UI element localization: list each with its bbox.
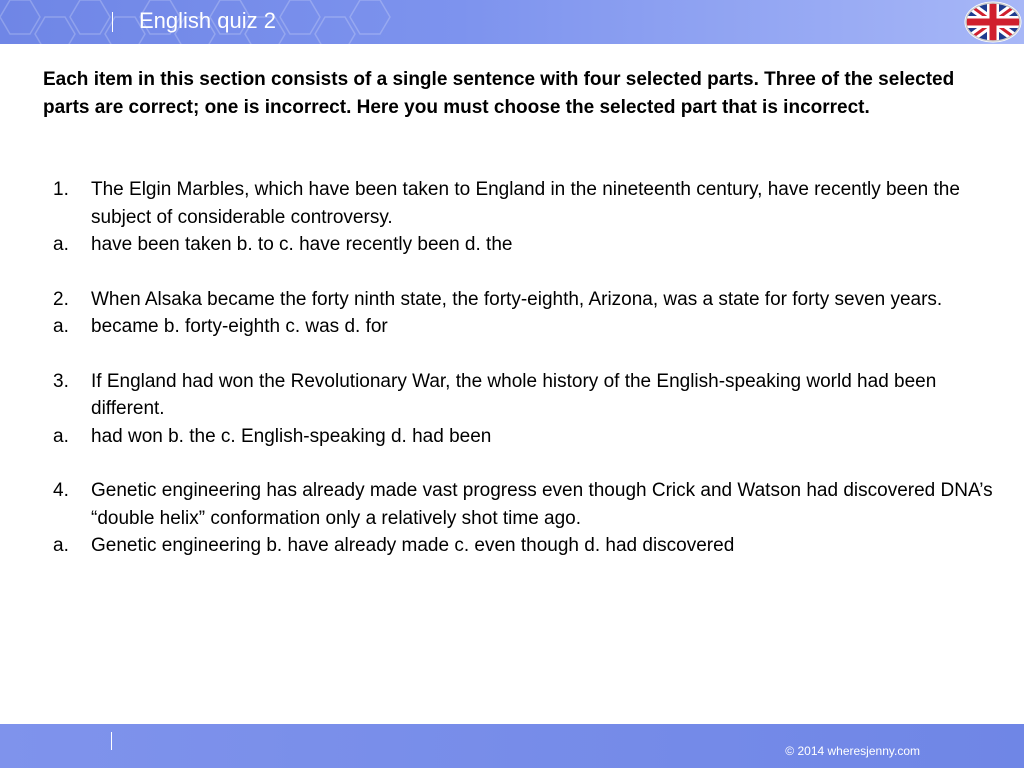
header-bar	[0, 0, 1024, 44]
question-text: If England had won the Revolutionary War, the whole history of the English-speaking world had been different.	[91, 370, 937, 419]
question-list	[44, 176, 1004, 587]
copyright-text: © 2014 wheresjenny.com	[785, 744, 920, 758]
question-stem	[44, 286, 1004, 314]
options-text: Genetic engineering b. have already made c. even though d. had discovered	[91, 535, 735, 556]
options-text: have been taken b. to c. have recently been d. the	[91, 234, 513, 255]
question-stem	[44, 176, 1004, 231]
question-number: 3.	[53, 370, 69, 392]
question-stem	[44, 368, 1004, 423]
options-label: a.	[53, 316, 69, 337]
question-3	[44, 368, 1004, 451]
question-number: 4.	[53, 480, 69, 501]
uk-flag-icon	[964, 1, 1022, 43]
question-text: Genetic engineering has already made vast progress even though Crick and Watson had discovered DNA’s “double helix” conformation only a relatively shot time ago.	[91, 480, 993, 529]
page-title: English quiz 2	[139, 8, 276, 33]
options-text: became b. forty-eighth c. was d. for	[91, 316, 388, 337]
question-number: 1.	[53, 179, 69, 200]
question-2	[44, 286, 1004, 341]
header-divider	[112, 12, 113, 32]
question-text: When Alsaka became the forty ninth state, the forty-eighth, Arizona, was a state for forty seven years.	[91, 288, 943, 310]
answer-options	[44, 423, 1004, 451]
answer-options	[44, 231, 1004, 259]
footer-bar	[0, 724, 1024, 768]
question-stem	[44, 477, 1004, 532]
options-label: a.	[53, 535, 69, 556]
question-4	[44, 477, 1004, 560]
footer-divider	[111, 732, 112, 750]
options-text: had won b. the c. English-speaking d. had been	[91, 425, 492, 447]
options-label: a.	[53, 425, 69, 447]
options-label: a.	[53, 234, 69, 255]
question-text: The Elgin Marbles, which have been taken to England in the nineteenth century, have recently been the subject of considerable controversy.	[91, 179, 960, 228]
answer-options	[44, 313, 1004, 341]
question-number: 2.	[53, 288, 69, 310]
instructions: Each item in this section consists of a single sentence with four selected parts. Three of the selected parts are correct; one is incorrect. Here you must choose the selected part that is incorrect.	[43, 69, 955, 118]
answer-options	[44, 532, 1004, 560]
question-1	[44, 176, 1004, 259]
